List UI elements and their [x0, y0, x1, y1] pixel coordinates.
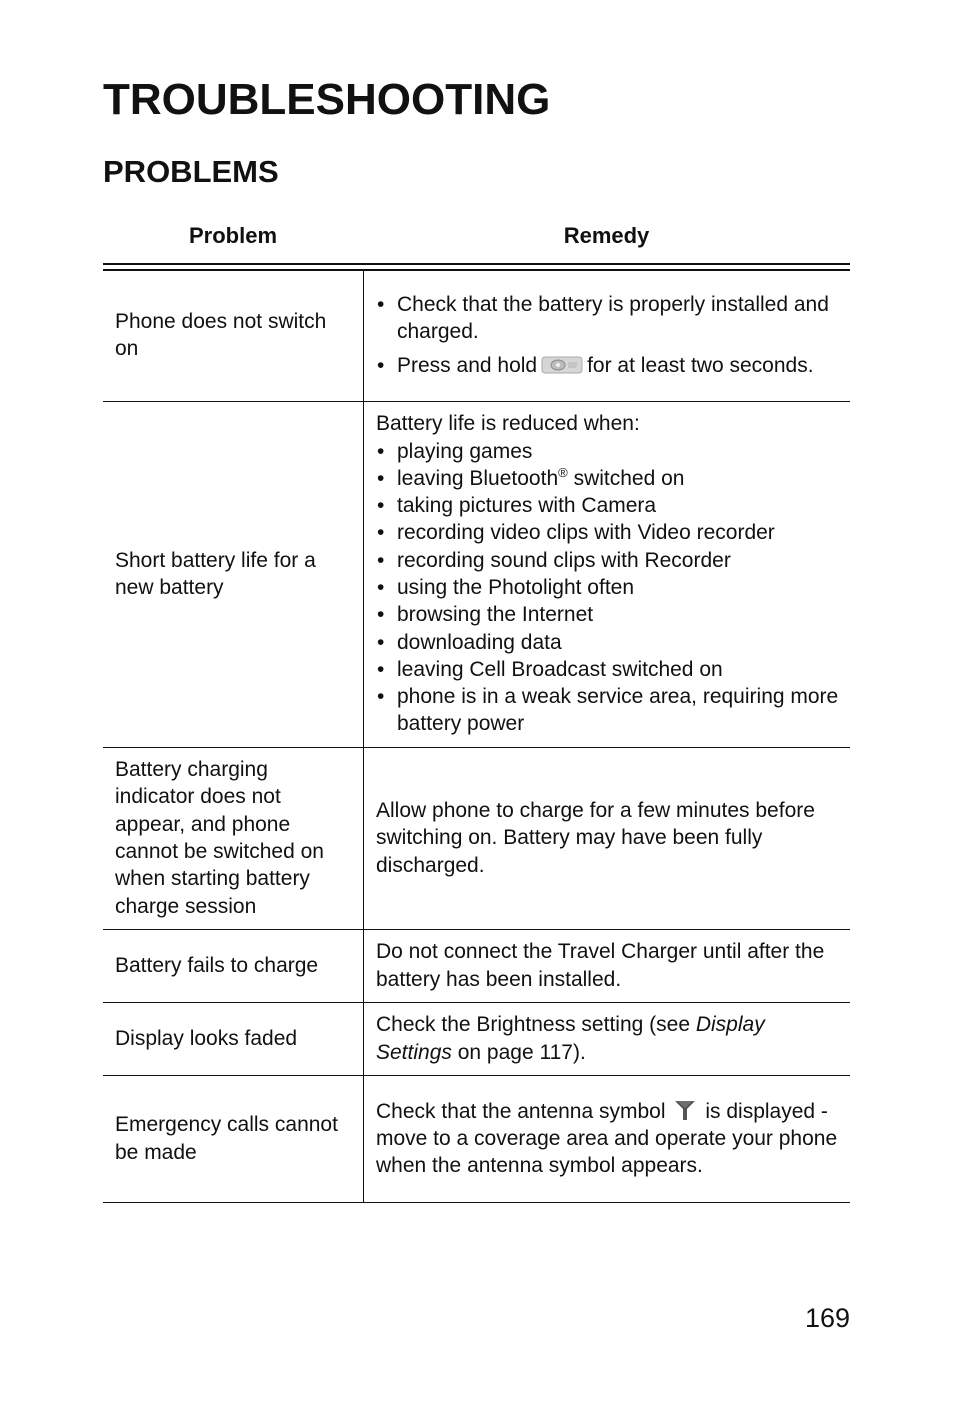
remedy-text: Check that the antenna symbol: [376, 1099, 666, 1123]
table-row: [103, 1075, 850, 1202]
page-title: TROUBLESHOOTING: [103, 75, 551, 124]
remedy-list: [376, 291, 842, 380]
page-number: 169: [804, 1303, 850, 1333]
table-row: [103, 747, 850, 929]
problem-cell: Emergency calls cannot be made: [103, 1075, 364, 1202]
list-item: • playing games: [376, 438, 842, 465]
table-row: [103, 929, 850, 1002]
table-row: [103, 270, 850, 401]
problem-cell: Battery charging indicator does not appear, and phone cannot be switched on when starting battery charge session: [103, 747, 364, 929]
list-item: [376, 352, 842, 379]
list-item: • downloading data: [376, 629, 842, 656]
remedy-text: on page 117).: [451, 1040, 586, 1064]
list-item: • leaving Cell Broadcast switched on: [376, 656, 842, 683]
remedy-text: for at least two seconds.: [587, 354, 814, 378]
remedy-list: [376, 438, 842, 738]
section-title: PROBLEMS: [103, 154, 279, 189]
remedy-cell: Allow phone to charge for a few minutes before switching on. Battery may have been fully discharged.: [364, 747, 851, 929]
table-row: [103, 1002, 850, 1075]
remedy-text: Press and hold: [397, 354, 538, 378]
list-item: [376, 465, 842, 492]
list-item: • using the Photolight often: [376, 574, 842, 601]
problem-cell: Battery fails to charge: [103, 929, 364, 1002]
list-item: • Check that the battery is properly installed and charged.: [376, 291, 842, 346]
problem-column-header: Problem: [188, 223, 278, 248]
display-settings-reference: Display Settings: [376, 1013, 765, 1064]
remedy-cell: [364, 1002, 851, 1075]
registered-mark: ®: [558, 464, 568, 480]
remedy-text: is displayed - move to a coverage area and operate your phone when the antenna symbol appears.: [376, 1099, 838, 1178]
remedy-text: Check the Brightness setting (see: [376, 1013, 696, 1037]
table-row: [103, 401, 850, 747]
list-item: • phone is in a weak service area, requiring more battery power: [376, 683, 842, 738]
remedy-cell: [364, 270, 851, 401]
list-item: • recording video clips with Video recorder: [376, 519, 842, 546]
problem-cell: Short battery life for a new battery: [103, 401, 364, 747]
list-item: • taking pictures with Camera: [376, 492, 842, 519]
problem-cell: Phone does not switch on: [103, 270, 364, 401]
problem-cell: Display looks faded: [103, 1002, 364, 1075]
remedy-text: leaving Bluetooth: [397, 466, 559, 490]
troubleshooting-table: [103, 270, 850, 1203]
antenna-icon: [672, 1098, 698, 1122]
remedy-cell: Do not connect the Travel Charger until after the battery has been installed.: [364, 929, 851, 1002]
remedy-intro: Battery life is reduced when:: [376, 412, 640, 436]
header-rule-top: [103, 263, 850, 265]
remedy-column-header: Remedy: [563, 223, 650, 248]
list-item: • recording sound clips with Recorder: [376, 547, 842, 574]
remedy-text: switched on: [573, 466, 685, 490]
remedy-cell: [364, 1075, 851, 1202]
list-item: • browsing the Internet: [376, 601, 842, 628]
remedy-cell: [364, 401, 851, 747]
power-key-icon: [541, 354, 583, 376]
